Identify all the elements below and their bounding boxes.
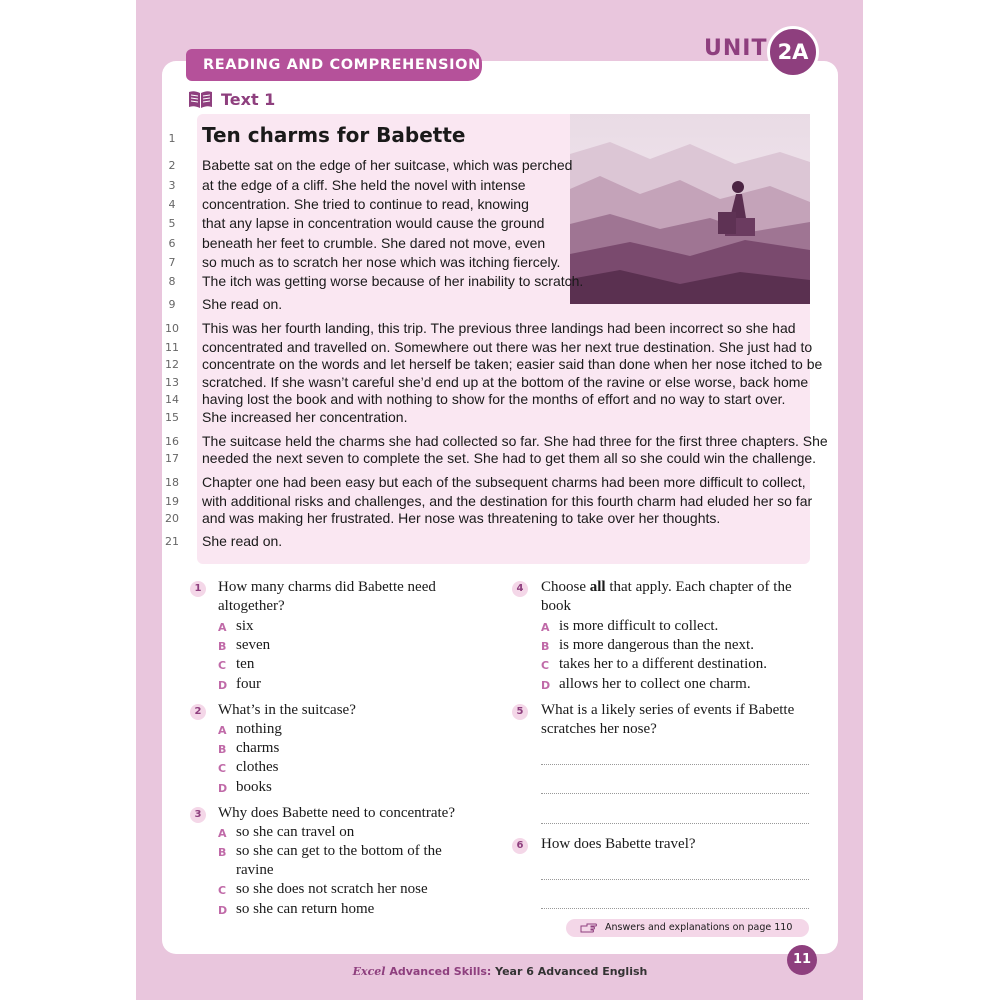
option-text: seven: [236, 637, 271, 653]
option-letter: A: [218, 724, 227, 737]
answer-line[interactable]: [541, 764, 809, 765]
question-number: 2: [190, 704, 206, 720]
story-illustration: [570, 114, 810, 304]
story-line: so much as to scratch her nose which was itching fiercely.: [202, 254, 561, 270]
story-line: concentration. She tried to continue to read, knowing: [202, 196, 529, 212]
answer-line[interactable]: [541, 908, 809, 909]
footer-series: Advanced Skills:: [389, 965, 492, 978]
story-line: concentrate on the words and let herself be taken; easier said than done when her nose itched to be: [202, 356, 823, 372]
line-number: 11: [165, 341, 179, 354]
book-icon: [188, 89, 213, 109]
line-number: 3: [168, 179, 176, 192]
story-line: needed the next seven to complete the set. She had to get them all so she could win the challenge.: [202, 450, 817, 466]
question-text: altogether?: [218, 598, 285, 614]
option-letter: D: [218, 782, 228, 795]
footer-title: Year 6 Advanced English: [491, 965, 648, 978]
option-letter: B: [218, 846, 227, 859]
line-number: 6: [168, 237, 176, 250]
footer-brand: Excel: [352, 965, 386, 978]
text-heading: [188, 88, 275, 110]
unit-badge: 2A: [767, 26, 819, 78]
story-line: This was her fourth landing, this trip. The previous three landings had been incorrect so she had: [202, 320, 796, 336]
option-letter: A: [218, 827, 227, 840]
line-number: 16: [165, 435, 179, 448]
option-text: charms: [236, 740, 280, 756]
line-number: 17: [165, 452, 179, 465]
option-letter: B: [218, 640, 227, 653]
answer-line[interactable]: [541, 793, 809, 794]
story-line: beneath her feet to crumble. She dared not move, even: [202, 235, 546, 251]
line-number: 7: [168, 256, 176, 269]
story-line: She read on.: [202, 296, 283, 312]
section-banner: READING AND COMPREHENSION: [186, 49, 482, 81]
option-text: so she can return home: [236, 901, 375, 917]
story-line: and was making her frustrated. Her nose was threatening to take over her thoughts.: [202, 510, 721, 526]
option-text: four: [236, 676, 261, 692]
answers-note-text: Answers and explanations on page 110: [605, 922, 793, 933]
option-letter: B: [541, 640, 550, 653]
line-number: 20: [165, 512, 179, 525]
question-text-part: Choose: [541, 579, 590, 595]
line-number: 12: [165, 358, 179, 371]
line-number: 5: [168, 217, 176, 230]
footer: [0, 965, 1000, 978]
option-text: so she does not scratch her nose: [236, 881, 428, 897]
line-number: 2: [168, 159, 176, 172]
question-text: What’s in the suitcase?: [218, 702, 356, 718]
story-line: Babette sat on the edge of her suitcase, which was perched: [202, 157, 573, 173]
story-line: The suitcase held the charms she had collected so far. She had three for the first three chapters. She: [202, 433, 828, 449]
question-text: Why does Babette need to concentrate?: [218, 805, 455, 821]
pointing-hand-icon: [580, 922, 598, 934]
story-line: She read on.: [202, 533, 283, 549]
question-text: How many charms did Babette need: [218, 579, 436, 595]
option-text: nothing: [236, 721, 282, 737]
question-number: 1: [190, 581, 206, 597]
story-line: The itch was getting worse because of her inability to scratch.: [202, 273, 584, 289]
question-text: book: [541, 598, 571, 614]
unit-label: UNIT: [704, 36, 768, 61]
option-text: is more dangerous than the next.: [559, 637, 754, 653]
line-number: 13: [165, 376, 179, 389]
question-number: 6: [512, 838, 528, 854]
line-number: 14: [165, 393, 179, 406]
question-emphasis: all: [589, 579, 606, 595]
answers-note: [566, 919, 809, 937]
story-line: at the edge of a cliff. She held the novel with intense: [202, 177, 526, 193]
option-letter: B: [218, 743, 227, 756]
option-text: is more difficult to collect.: [559, 618, 719, 634]
line-number: 19: [165, 495, 179, 508]
question-text: scratches her nose?: [541, 721, 657, 737]
story-line: concentrated and travelled on. Somewhere out there was her next true destination. She just had to: [202, 339, 813, 355]
option-letter: A: [541, 621, 550, 634]
story-line: with additional risks and challenges, and the destination for this fourth charm had eluded her so far: [202, 493, 813, 509]
page-number: 11: [787, 945, 817, 975]
line-number: 4: [168, 198, 176, 211]
option-text: ravine: [236, 862, 274, 878]
question-text: [541, 579, 792, 596]
option-letter: D: [541, 679, 551, 692]
answer-line[interactable]: [541, 823, 809, 824]
option-letter: C: [218, 884, 227, 897]
question-number: 4: [512, 581, 528, 597]
question-text: What is a likely series of events if Babette: [541, 702, 795, 718]
answer-line[interactable]: [541, 879, 809, 880]
line-number: 18: [165, 476, 179, 489]
option-text: so she can get to the bottom of the: [236, 843, 442, 859]
option-text: takes her to a different destination.: [559, 656, 767, 672]
option-text: six: [236, 618, 254, 634]
text-heading-label: Text 1: [221, 89, 276, 109]
story-line: She increased her concentration.: [202, 409, 408, 425]
line-number: 1: [168, 132, 176, 145]
story-line: that any lapse in concentration would cause the ground: [202, 215, 545, 231]
story-line: Chapter one had been easy but each of the subsequent charms had been more difficult to collect,: [202, 474, 806, 490]
question-text: How does Babette travel?: [541, 836, 696, 852]
option-letter: C: [218, 762, 227, 775]
line-number: 9: [168, 298, 176, 311]
line-number: 8: [168, 275, 176, 288]
question-number: 5: [512, 704, 528, 720]
option-text: allows her to collect one charm.: [559, 676, 751, 692]
story-line: having lost the book and with nothing to show for the months of effort and no way to start over.: [202, 391, 786, 407]
option-text: ten: [236, 656, 255, 672]
option-letter: C: [218, 659, 227, 672]
option-letter: D: [218, 904, 228, 917]
question-text-part: that apply. Each chapter of the: [605, 579, 792, 595]
option-text: books: [236, 779, 272, 795]
line-number: 21: [165, 535, 179, 548]
line-number: 10: [165, 322, 179, 335]
option-text: clothes: [236, 759, 279, 775]
option-text: so she can travel on: [236, 824, 355, 840]
option-letter: C: [541, 659, 550, 672]
story-line: scratched. If she wasn’t careful she’d end up at the bottom of the ravine or else worse, back home: [202, 374, 809, 390]
story-title: Ten charms for Babette: [202, 123, 466, 147]
option-letter: D: [218, 679, 228, 692]
option-letter: A: [218, 621, 227, 634]
question-number: 3: [190, 807, 206, 823]
line-number: 15: [165, 411, 179, 424]
